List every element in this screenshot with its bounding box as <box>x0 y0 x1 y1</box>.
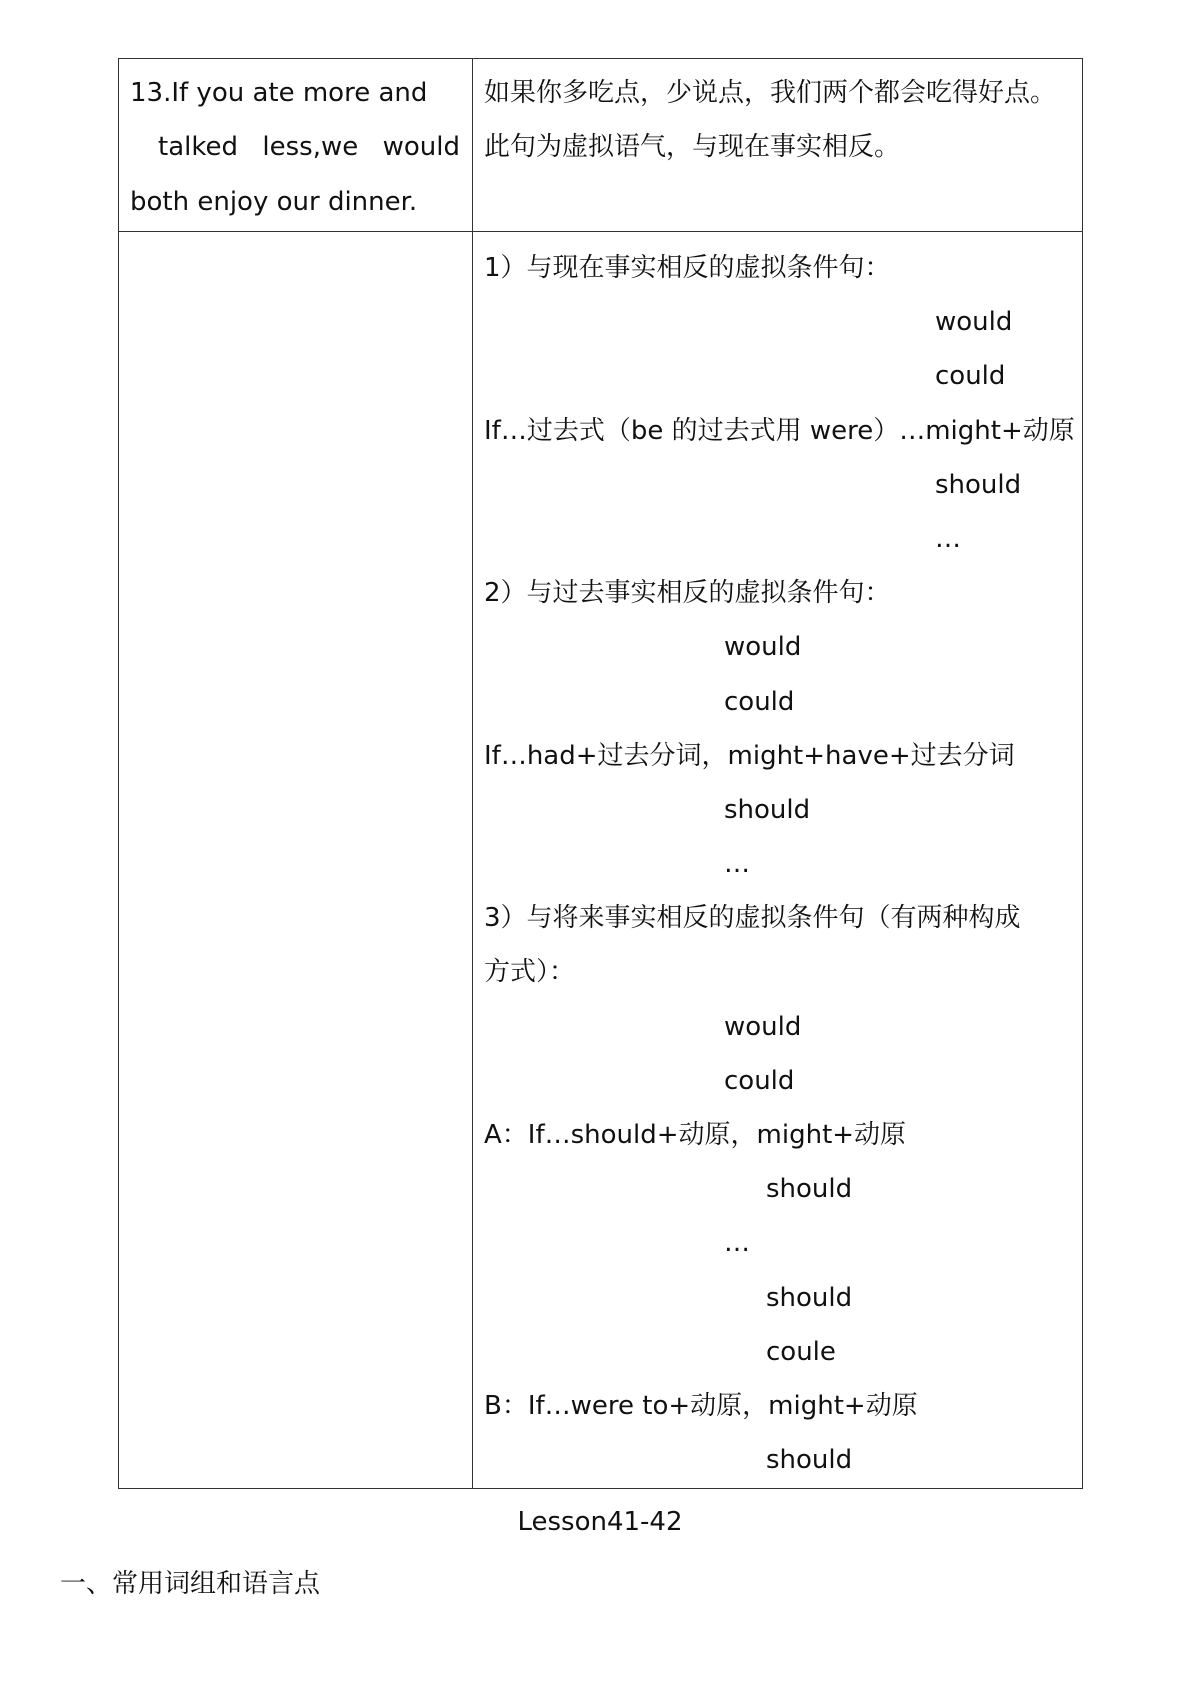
modal-option: would <box>724 632 802 663</box>
grammar-heading-future-cont: 方式）： <box>484 957 576 988</box>
grammar-formula: If…过去式（be 的过去式用 were）…might+动原 <box>484 415 1075 446</box>
grammar-heading-present: 1）与现在事实相反的虚拟条件句： <box>484 253 891 283</box>
modal-option: should <box>766 1282 853 1313</box>
ellipsis: … <box>724 1228 750 1259</box>
grammar-formula: If…had+过去分词，might+have+过去分词 <box>484 740 1015 771</box>
translation-line: 如果你多吃点，少说点，我们两个都会吃得好点。 <box>484 78 1057 108</box>
modal-option: would <box>935 307 1013 338</box>
table-row1-sentence-cell <box>119 59 473 232</box>
modal-option: could <box>935 361 1006 392</box>
table-row2-empty-cell <box>119 232 473 1489</box>
modal-option: should <box>766 1445 853 1476</box>
explanation-line: 此句为虚拟语气，与现在事实相反。 <box>484 132 901 163</box>
modal-option: coule <box>766 1336 836 1367</box>
notes-table <box>118 58 1083 1489</box>
modal-option: would <box>724 1011 802 1042</box>
lesson-title: Lesson41-42 <box>517 1507 683 1537</box>
modal-option: should <box>766 1174 853 1205</box>
modal-option: should <box>724 794 811 825</box>
grammar-formula-b: B：If…were to+动原，might+动原 <box>484 1390 918 1421</box>
ellipsis: … <box>935 523 961 554</box>
ellipsis: … <box>724 849 750 880</box>
modal-option: should <box>935 469 1022 500</box>
grammar-heading-future: 3）与将来事实相反的虚拟条件句（有两种构成 <box>484 903 1021 934</box>
sentence-line: both enjoy our dinner. <box>130 186 418 217</box>
modal-option: could <box>724 1065 795 1096</box>
table-row2-grammar-cell <box>473 232 1083 1489</box>
grammar-formula-a: A：If…should+动原，might+动原 <box>484 1120 907 1150</box>
table-row1-explanation-cell <box>473 59 1083 232</box>
section-heading: 一、常用词组和语言点 <box>60 1569 321 1599</box>
sentence-line: talked less,we would <box>158 132 460 163</box>
sentence-line: 13.If you ate more and <box>130 78 428 108</box>
modal-option: could <box>724 686 795 717</box>
grammar-heading-past: 2）与过去事实相反的虚拟条件句： <box>484 578 891 609</box>
